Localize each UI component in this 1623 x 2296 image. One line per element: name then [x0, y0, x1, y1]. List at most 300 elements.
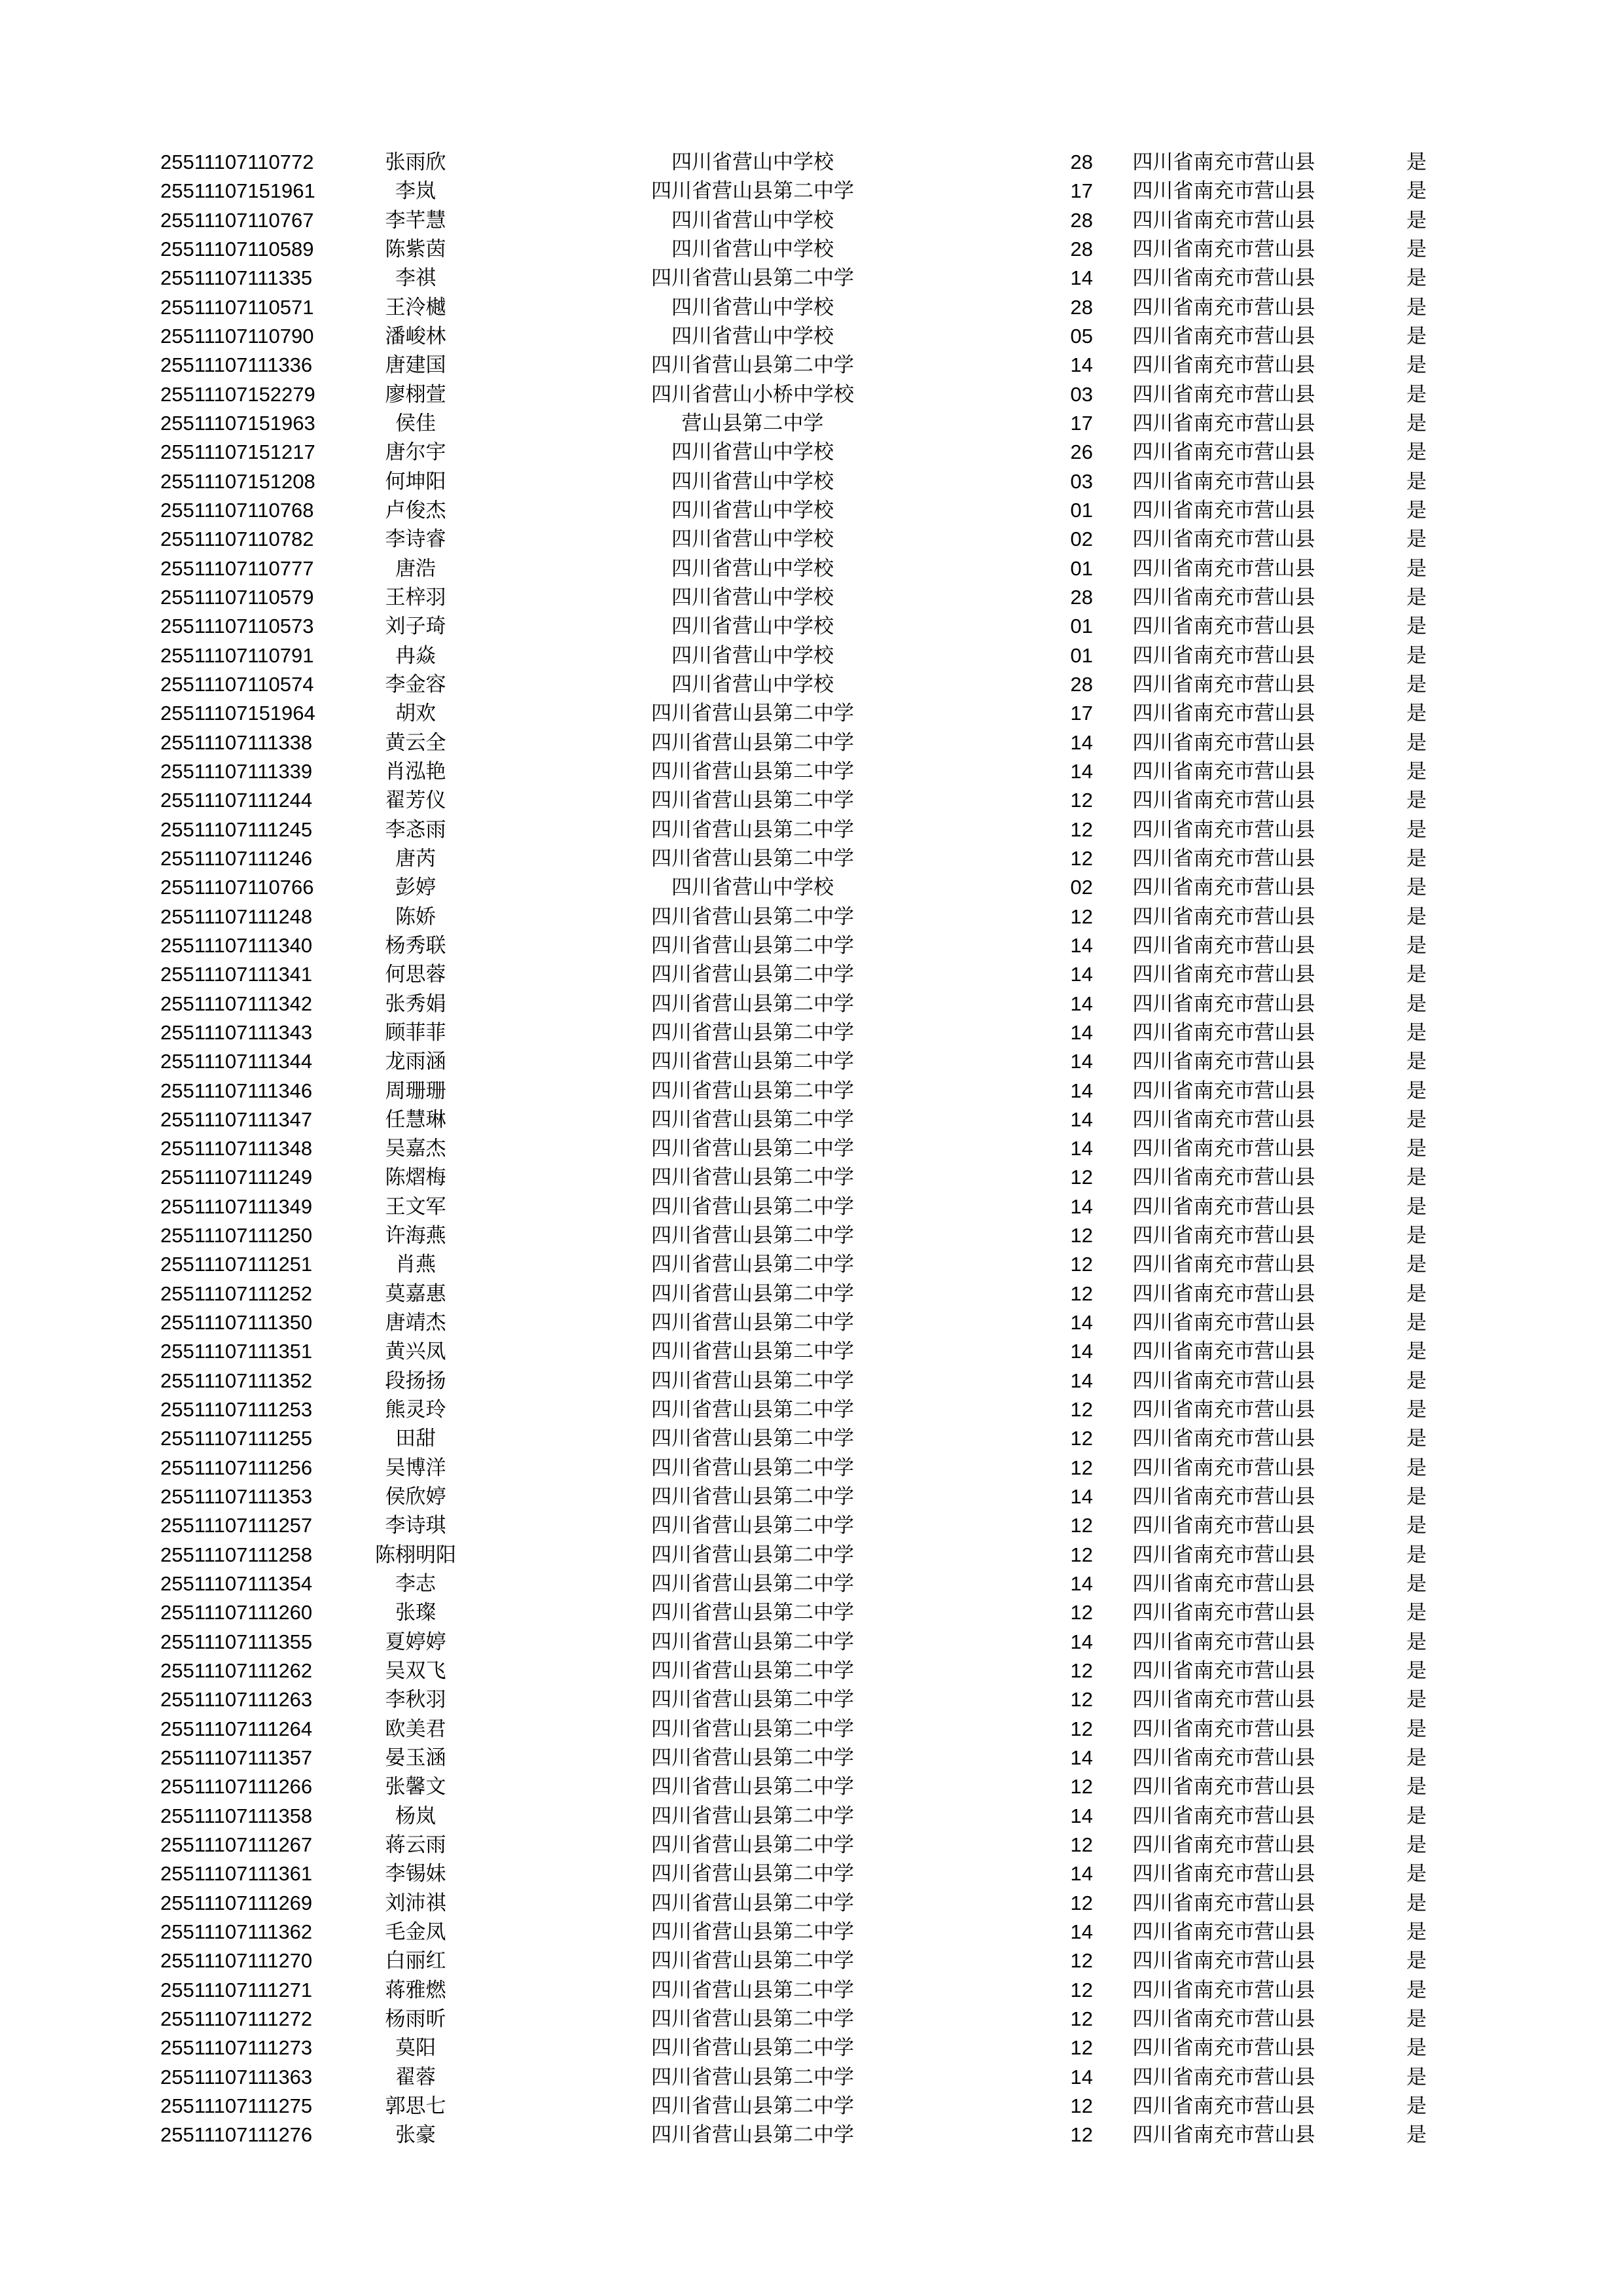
category-code-cell: 28 — [1070, 585, 1093, 609]
table-row — [0, 1598, 1623, 1627]
student-name-cell: 吴嘉杰 — [385, 1137, 446, 1161]
table-row — [0, 670, 1623, 699]
table-row — [0, 1395, 1623, 1424]
student-name-cell: 段扬扬 — [385, 1369, 446, 1393]
region-cell: 四川省南充市营山县 — [1132, 1224, 1315, 1248]
candidate-id-cell: 25511107111363 — [160, 2065, 313, 2089]
region-cell: 四川省南充市营山县 — [1132, 1253, 1315, 1277]
region-cell: 四川省南充市营山县 — [1132, 237, 1315, 261]
status-flag-cell: 是 — [1406, 933, 1427, 958]
student-name-cell: 莫阳 — [395, 2036, 436, 2060]
category-code-cell: 12 — [1070, 2094, 1093, 2117]
region-cell: 四川省南充市营山县 — [1132, 702, 1315, 726]
school-cell: 四川省营山县第二中学 — [651, 963, 854, 987]
region-cell: 四川省南充市营山县 — [1132, 1166, 1315, 1190]
region-cell: 四川省南充市营山县 — [1132, 151, 1315, 174]
category-code-cell: 12 — [1070, 1282, 1093, 1305]
status-flag-cell: 是 — [1406, 382, 1427, 406]
region-cell: 四川省南充市营山县 — [1132, 179, 1315, 204]
student-name-cell: 侯佳 — [395, 411, 436, 435]
region-cell: 四川省南充市营山县 — [1132, 353, 1315, 378]
region-cell: 四川省南充市营山县 — [1132, 1746, 1315, 1770]
region-cell: 四川省南充市营山县 — [1132, 817, 1315, 842]
candidate-id-cell: 25511107111354 — [160, 1572, 313, 1596]
school-cell: 四川省营山县第二中学 — [651, 1514, 854, 1538]
school-cell: 四川省营山县第二中学 — [651, 1079, 854, 1103]
student-name-cell: 黄云全 — [385, 730, 446, 755]
candidate-id-cell: 25511107111352 — [160, 1369, 313, 1392]
school-cell: 四川省营山县第二中学 — [651, 1050, 854, 1074]
table-row — [0, 960, 1623, 989]
category-code-cell: 28 — [1070, 151, 1093, 173]
school-cell: 四川省营山县第二中学 — [651, 1194, 854, 1219]
status-flag-cell: 是 — [1406, 353, 1427, 378]
candidate-id-cell: 25511107110589 — [160, 237, 314, 260]
category-code-cell: 12 — [1070, 2007, 1093, 2030]
candidate-id-cell: 25511107111355 — [160, 1630, 313, 1653]
status-flag-cell: 是 — [1406, 643, 1427, 668]
status-flag-cell: 是 — [1406, 469, 1427, 493]
category-code-cell: 12 — [1070, 1398, 1093, 1422]
student-name-cell: 熊灵玲 — [385, 1398, 446, 1422]
table-row — [0, 1802, 1623, 1831]
table-row — [0, 699, 1623, 728]
student-name-cell: 李诗睿 — [385, 528, 446, 552]
table-row — [0, 1454, 1623, 1482]
category-code-cell: 02 — [1070, 876, 1093, 899]
category-code-cell: 12 — [1070, 1427, 1093, 1450]
category-code-cell: 14 — [1070, 1137, 1093, 1160]
category-code-cell: 14 — [1070, 1340, 1093, 1363]
category-code-cell: 14 — [1070, 1020, 1093, 1044]
region-cell: 四川省南充市营山县 — [1132, 585, 1315, 609]
table-row — [0, 931, 1623, 960]
school-cell: 四川省营山县第二中学 — [651, 1398, 854, 1422]
table-row — [0, 1541, 1623, 1570]
student-name-cell: 田甜 — [395, 1427, 436, 1451]
region-cell: 四川省南充市营山县 — [1132, 1427, 1315, 1451]
category-code-cell: 12 — [1070, 1891, 1093, 1914]
student-name-cell: 吴博洋 — [385, 1456, 446, 1480]
student-name-cell: 何坤阳 — [385, 469, 446, 493]
candidate-id-cell: 25511107111270 — [160, 1949, 313, 1973]
category-code-cell: 12 — [1070, 1949, 1093, 1973]
student-name-cell: 唐建国 — [385, 353, 446, 378]
table-row — [0, 1859, 1623, 1888]
status-flag-cell: 是 — [1406, 1340, 1427, 1364]
region-cell: 四川省南充市营山县 — [1132, 1311, 1315, 1335]
student-name-cell: 侯欣婷 — [385, 1485, 446, 1509]
candidate-id-cell: 25511107111260 — [160, 1601, 313, 1624]
table-row — [0, 1482, 1623, 1511]
candidate-id-cell: 25511107111272 — [160, 2007, 313, 2030]
table-row — [0, 816, 1623, 844]
table-row — [0, 2005, 1623, 2034]
table-row — [0, 2063, 1623, 2092]
school-cell: 四川省营山县第二中学 — [651, 266, 854, 291]
school-cell: 四川省营山中学校 — [671, 876, 834, 900]
school-cell: 四川省营山县第二中学 — [651, 1746, 854, 1770]
category-code-cell: 01 — [1070, 498, 1093, 522]
table-row — [0, 1337, 1623, 1366]
school-cell: 四川省营山县第二中学 — [651, 1456, 854, 1480]
candidate-id-cell: 25511107111338 — [160, 730, 313, 754]
candidate-id-cell: 25511107110777 — [160, 556, 314, 580]
table-row — [0, 467, 1623, 496]
status-flag-cell: 是 — [1406, 498, 1427, 522]
category-code-cell: 14 — [1070, 353, 1093, 377]
student-name-cell: 李忞雨 — [385, 817, 446, 842]
status-flag-cell: 是 — [1406, 1891, 1427, 1915]
candidate-id-cell: 25511107111358 — [160, 1804, 313, 1827]
candidate-id-cell: 25511107111269 — [160, 1891, 313, 1914]
category-code-cell: 28 — [1070, 208, 1093, 232]
category-code-cell: 12 — [1070, 1166, 1093, 1189]
candidate-id-cell: 25511107111357 — [160, 1746, 313, 1770]
table-row — [0, 1077, 1623, 1105]
region-cell: 四川省南充市营山县 — [1132, 1572, 1315, 1596]
region-cell: 四川省南充市营山县 — [1132, 1601, 1315, 1625]
school-cell: 四川省营山中学校 — [671, 151, 834, 174]
status-flag-cell: 是 — [1406, 585, 1427, 609]
school-cell: 四川省营山县第二中学 — [651, 1107, 854, 1132]
category-code-cell: 28 — [1070, 672, 1093, 696]
status-flag-cell: 是 — [1406, 179, 1427, 204]
table-row — [0, 728, 1623, 757]
school-cell: 四川省营山县第二中学 — [651, 1688, 854, 1712]
table-row — [0, 1047, 1623, 1076]
school-cell: 四川省营山县第二中学 — [651, 2007, 854, 2031]
student-name-cell: 李祺 — [395, 266, 436, 291]
student-name-cell: 陈娇 — [395, 905, 436, 929]
candidate-id-cell: 25511107110782 — [160, 528, 314, 551]
status-flag-cell: 是 — [1406, 295, 1427, 319]
category-code-cell: 14 — [1070, 992, 1093, 1015]
candidate-id-cell: 25511107111346 — [160, 1079, 313, 1102]
candidate-id-cell: 25511107111244 — [160, 789, 313, 812]
region-cell: 四川省南充市营山县 — [1132, 411, 1315, 435]
student-name-cell: 彭婷 — [395, 876, 436, 900]
table-row — [0, 496, 1623, 525]
category-code-cell: 12 — [1070, 2036, 1093, 2060]
region-cell: 四川省南充市营山县 — [1132, 1659, 1315, 1683]
status-flag-cell: 是 — [1406, 1601, 1427, 1625]
table-row — [0, 1831, 1623, 1859]
status-flag-cell: 是 — [1406, 1427, 1427, 1451]
table-row — [0, 1685, 1623, 1714]
status-flag-cell: 是 — [1406, 1862, 1427, 1886]
student-name-cell: 莫嘉惠 — [385, 1282, 446, 1306]
status-flag-cell: 是 — [1406, 963, 1427, 987]
school-cell: 四川省营山县第二中学 — [651, 1020, 854, 1045]
candidate-id-cell: 25511107110571 — [160, 295, 314, 319]
table-row — [0, 2092, 1623, 2121]
student-name-cell: 刘沛祺 — [385, 1891, 446, 1915]
table-row — [0, 322, 1623, 351]
category-code-cell: 01 — [1070, 556, 1093, 580]
status-flag-cell: 是 — [1406, 556, 1427, 581]
region-cell: 四川省南充市营山县 — [1132, 846, 1315, 870]
region-cell: 四川省南充市营山县 — [1132, 382, 1315, 406]
candidate-id-cell: 25511107111343 — [160, 1020, 313, 1044]
region-cell: 四川省南充市营山县 — [1132, 1485, 1315, 1509]
candidate-id-cell: 25511107151961 — [160, 179, 315, 203]
category-code-cell: 14 — [1070, 266, 1093, 290]
school-cell: 四川省营山县第二中学 — [651, 2123, 854, 2147]
category-code-cell: 17 — [1070, 411, 1093, 435]
student-name-cell: 张馨文 — [385, 1775, 446, 1799]
status-flag-cell: 是 — [1406, 1659, 1427, 1683]
status-flag-cell: 是 — [1406, 730, 1427, 755]
table-row — [0, 1250, 1623, 1279]
region-cell: 四川省南充市营山县 — [1132, 2007, 1315, 2031]
region-cell: 四川省南充市营山县 — [1132, 2036, 1315, 2060]
student-name-cell: 顾菲菲 — [385, 1020, 446, 1045]
school-cell: 四川省营山县第二中学 — [651, 1659, 854, 1683]
status-flag-cell: 是 — [1406, 528, 1427, 552]
table-row — [0, 264, 1623, 293]
student-name-cell: 白丽红 — [385, 1949, 446, 1973]
student-name-cell: 张璨 — [395, 1601, 436, 1625]
region-cell: 四川省南充市营山县 — [1132, 324, 1315, 348]
candidate-id-cell: 25511107111246 — [160, 846, 313, 870]
candidate-id-cell: 25511107111344 — [160, 1050, 313, 1073]
school-cell: 四川省营山县第二中学 — [651, 702, 854, 726]
status-flag-cell: 是 — [1406, 876, 1427, 900]
category-code-cell: 12 — [1070, 1775, 1093, 1799]
table-row — [0, 1367, 1623, 1395]
category-code-cell: 14 — [1070, 1572, 1093, 1596]
student-name-cell: 欧美君 — [385, 1717, 446, 1741]
candidate-id-cell: 25511107110790 — [160, 324, 314, 348]
region-cell: 四川省南充市营山县 — [1132, 295, 1315, 319]
candidate-id-cell: 25511107110791 — [160, 643, 314, 667]
school-cell: 四川省营山县第二中学 — [651, 1949, 854, 1973]
student-name-cell: 冉焱 — [395, 643, 436, 668]
category-code-cell: 14 — [1070, 759, 1093, 783]
table-row — [0, 1744, 1623, 1772]
school-cell: 四川省营山县第二中学 — [651, 1978, 854, 2002]
school-cell: 四川省营山县第二中学 — [651, 1891, 854, 1915]
table-row — [0, 873, 1623, 902]
student-name-cell: 张豪 — [395, 2123, 436, 2147]
status-flag-cell: 是 — [1406, 1456, 1427, 1480]
region-cell: 四川省南充市营山县 — [1132, 1920, 1315, 1945]
status-flag-cell: 是 — [1406, 1775, 1427, 1799]
school-cell: 四川省营山中学校 — [671, 469, 834, 493]
student-name-cell: 廖栩萱 — [385, 382, 446, 406]
school-cell: 四川省营山县第二中学 — [651, 1427, 854, 1451]
table-row — [0, 1976, 1623, 2005]
table-row — [0, 641, 1623, 670]
student-name-cell: 许海燕 — [385, 1224, 446, 1248]
table-row — [0, 844, 1623, 873]
category-code-cell: 14 — [1070, 1194, 1093, 1218]
school-cell: 四川省营山县第二中学 — [651, 1775, 854, 1799]
candidate-id-cell: 25511107111341 — [160, 963, 313, 986]
category-code-cell: 14 — [1070, 933, 1093, 957]
table-row — [0, 235, 1623, 264]
status-flag-cell: 是 — [1406, 1224, 1427, 1248]
school-cell: 四川省营山中学校 — [671, 295, 834, 319]
category-code-cell: 01 — [1070, 615, 1093, 638]
status-flag-cell: 是 — [1406, 208, 1427, 232]
region-cell: 四川省南充市营山县 — [1132, 1079, 1315, 1103]
status-flag-cell: 是 — [1406, 1166, 1427, 1190]
school-cell: 四川省营山中学校 — [671, 615, 834, 639]
status-flag-cell: 是 — [1406, 1688, 1427, 1712]
category-code-cell: 14 — [1070, 1804, 1093, 1827]
student-name-cell: 刘子琦 — [385, 615, 446, 639]
category-code-cell: 12 — [1070, 789, 1093, 812]
status-flag-cell: 是 — [1406, 1746, 1427, 1770]
status-flag-cell: 是 — [1406, 1137, 1427, 1161]
table-row — [0, 757, 1623, 786]
school-cell: 四川省营山县第二中学 — [651, 2065, 854, 2089]
region-cell: 四川省南充市营山县 — [1132, 2094, 1315, 2118]
region-cell: 四川省南充市营山县 — [1132, 1050, 1315, 1074]
category-code-cell: 12 — [1070, 1514, 1093, 1537]
category-code-cell: 12 — [1070, 846, 1093, 870]
school-cell: 四川省营山县第二中学 — [651, 1601, 854, 1625]
student-name-cell: 卢俊杰 — [385, 498, 446, 522]
region-cell: 四川省南充市营山县 — [1132, 208, 1315, 232]
status-flag-cell: 是 — [1406, 1079, 1427, 1103]
region-cell: 四川省南充市营山县 — [1132, 1543, 1315, 1567]
school-cell: 四川省营山县第二中学 — [651, 1137, 854, 1161]
table-row — [0, 1134, 1623, 1163]
status-flag-cell: 是 — [1406, 1107, 1427, 1132]
candidate-id-cell: 25511107111353 — [160, 1485, 313, 1509]
candidate-id-cell: 25511107151208 — [160, 469, 315, 493]
candidate-id-cell: 25511107111256 — [160, 1456, 313, 1479]
candidate-id-cell: 25511107110579 — [160, 585, 314, 609]
student-name-cell: 毛金凤 — [385, 1920, 446, 1945]
school-cell: 四川省营山中学校 — [671, 672, 834, 696]
school-cell: 四川省营山县第二中学 — [651, 1340, 854, 1364]
school-cell: 四川省营山县第二中学 — [651, 730, 854, 755]
candidate-id-cell: 25511107111248 — [160, 905, 313, 928]
candidate-id-cell: 25511107152279 — [160, 382, 315, 406]
region-cell: 四川省南充市营山县 — [1132, 672, 1315, 696]
school-cell: 四川省营山县第二中学 — [651, 846, 854, 870]
school-cell: 营山县第二中学 — [681, 411, 824, 435]
category-code-cell: 14 — [1070, 1050, 1093, 1073]
school-cell: 四川省营山县第二中学 — [651, 1485, 854, 1509]
table-row — [0, 148, 1623, 177]
category-code-cell: 14 — [1070, 1920, 1093, 1944]
status-flag-cell: 是 — [1406, 1282, 1427, 1306]
student-name-cell: 唐尔宇 — [385, 440, 446, 465]
table-row — [0, 1105, 1623, 1134]
status-flag-cell: 是 — [1406, 1949, 1427, 1973]
school-cell: 四川省营山县第二中学 — [651, 1833, 854, 1857]
category-code-cell: 14 — [1070, 1107, 1093, 1131]
school-cell: 四川省营山县第二中学 — [651, 1717, 854, 1741]
category-code-cell: 01 — [1070, 643, 1093, 667]
school-cell: 四川省营山县第二中学 — [651, 789, 854, 813]
student-name-cell: 杨雨昕 — [385, 2007, 446, 2031]
region-cell: 四川省南充市营山县 — [1132, 1137, 1315, 1161]
school-cell: 四川省营山县第二中学 — [651, 1804, 854, 1828]
table-row — [0, 206, 1623, 235]
candidate-id-cell: 25511107111253 — [160, 1398, 313, 1422]
category-code-cell: 02 — [1070, 528, 1093, 551]
student-name-cell: 潘峻林 — [385, 324, 446, 348]
region-cell: 四川省南充市营山县 — [1132, 498, 1315, 522]
candidate-id-cell: 25511107151964 — [160, 702, 315, 725]
status-flag-cell: 是 — [1406, 2065, 1427, 2089]
table-row — [0, 525, 1623, 554]
category-code-cell: 12 — [1070, 1688, 1093, 1712]
region-cell: 四川省南充市营山县 — [1132, 2065, 1315, 2089]
student-name-cell: 肖燕 — [395, 1253, 436, 1277]
candidate-id-cell: 25511107111362 — [160, 1920, 313, 1944]
region-cell: 四川省南充市营山县 — [1132, 1340, 1315, 1364]
student-name-cell: 黄兴凤 — [385, 1340, 446, 1364]
candidate-id-cell: 25511107111361 — [160, 1862, 313, 1886]
student-name-cell: 夏婷婷 — [385, 1630, 446, 1654]
category-code-cell: 14 — [1070, 730, 1093, 754]
school-cell: 四川省营山中学校 — [671, 237, 834, 261]
region-cell: 四川省南充市营山县 — [1132, 933, 1315, 958]
status-flag-cell: 是 — [1406, 1311, 1427, 1335]
school-cell: 四川省营山县第二中学 — [651, 1920, 854, 1945]
status-flag-cell: 是 — [1406, 1804, 1427, 1828]
category-code-cell: 12 — [1070, 1543, 1093, 1566]
status-flag-cell: 是 — [1406, 1543, 1427, 1567]
school-cell: 四川省营山县第二中学 — [651, 759, 854, 783]
school-cell: 四川省营山县第二中学 — [651, 353, 854, 378]
candidate-id-cell: 25511107111336 — [160, 353, 313, 377]
category-code-cell: 12 — [1070, 1978, 1093, 2001]
status-flag-cell: 是 — [1406, 846, 1427, 870]
candidate-id-cell: 25511107111252 — [160, 1282, 313, 1305]
region-cell: 四川省南充市营山县 — [1132, 1833, 1315, 1857]
status-flag-cell: 是 — [1406, 1050, 1427, 1074]
status-flag-cell: 是 — [1406, 324, 1427, 348]
school-cell: 四川省营山县第二中学 — [651, 2094, 854, 2118]
student-name-cell: 李秋羽 — [385, 1688, 446, 1712]
category-code-cell: 14 — [1070, 1369, 1093, 1392]
table-row — [0, 1657, 1623, 1685]
candidate-id-cell: 25511107111276 — [160, 2123, 313, 2147]
student-name-cell: 李芊慧 — [385, 208, 446, 232]
status-flag-cell: 是 — [1406, 2094, 1427, 2118]
region-cell: 四川省南充市营山县 — [1132, 876, 1315, 900]
category-code-cell: 12 — [1070, 2123, 1093, 2147]
status-flag-cell: 是 — [1406, 1485, 1427, 1509]
school-cell: 四川省营山县第二中学 — [651, 179, 854, 204]
table-row — [0, 1511, 1623, 1540]
table-row — [0, 293, 1623, 322]
category-code-cell: 14 — [1070, 963, 1093, 986]
student-name-cell: 周珊珊 — [385, 1079, 446, 1103]
candidate-id-cell: 25511107111271 — [160, 1978, 313, 2001]
student-name-cell: 何思蓉 — [385, 963, 446, 987]
region-cell: 四川省南充市营山县 — [1132, 1020, 1315, 1045]
category-code-cell: 12 — [1070, 1833, 1093, 1857]
status-flag-cell: 是 — [1406, 440, 1427, 465]
region-cell: 四川省南充市营山县 — [1132, 469, 1315, 493]
candidate-id-cell: 25511107111351 — [160, 1340, 313, 1363]
region-cell: 四川省南充市营山县 — [1132, 1107, 1315, 1132]
candidate-id-cell: 25511107111348 — [160, 1137, 313, 1160]
student-name-cell: 任慧琳 — [385, 1107, 446, 1132]
school-cell: 四川省营山中学校 — [671, 556, 834, 581]
region-cell: 四川省南充市营山县 — [1132, 1688, 1315, 1712]
status-flag-cell: 是 — [1406, 817, 1427, 842]
